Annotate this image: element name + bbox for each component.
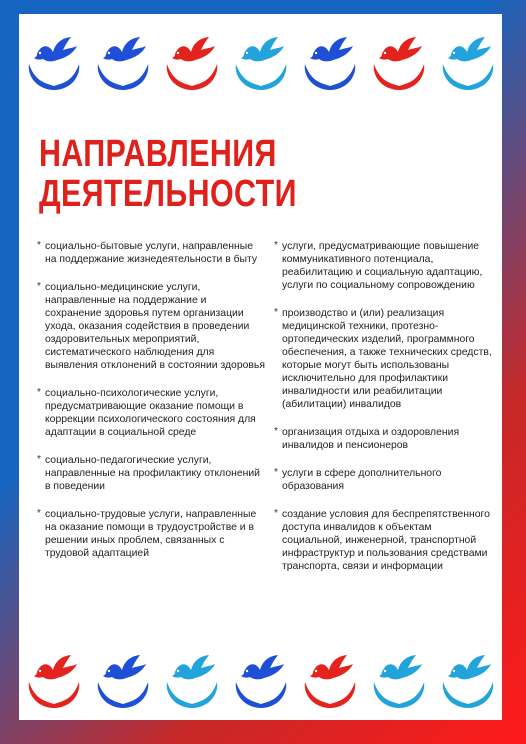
list-item — [37, 240, 265, 266]
bottom-emblem-row — [19, 648, 502, 714]
dove-over-hands-icon — [165, 652, 219, 710]
list-item — [37, 281, 265, 372]
dove-over-hands-icon — [165, 34, 219, 92]
bullet-mark: * — [274, 240, 278, 251]
list-item — [274, 467, 492, 493]
bullet-mark: * — [37, 454, 41, 465]
list-item-text: услуги, предусматривающие повышение коммуникативного потенциала, реабилитацию и социальную адаптацию, услуги по социальному сопровождению — [282, 241, 483, 291]
bullet-mark: * — [274, 508, 278, 519]
list-item-text: услуги в сфере дополнительного образования — [282, 468, 442, 492]
list-item — [274, 307, 492, 411]
dove-over-hands-icon — [441, 34, 495, 92]
list-item — [37, 508, 265, 560]
bullet-mark: * — [37, 387, 41, 398]
bullet-mark: * — [274, 307, 278, 318]
dove-over-hands-icon — [96, 652, 150, 710]
list-item-text: организация отдыха и оздоровления инвалидов и пенсионеров — [282, 427, 460, 451]
bullet-mark: * — [37, 281, 41, 292]
list-item — [274, 240, 492, 292]
dove-over-hands-icon — [303, 652, 357, 710]
list-item-text: социально-трудовые услуги, направленные на оказание помощи в трудоустройстве и в решении иных проблем, связанных с трудовой адаптацией — [45, 509, 257, 559]
content-panel — [19, 14, 502, 720]
services-list-left — [37, 240, 265, 575]
bullet-mark: * — [37, 508, 41, 519]
list-item — [37, 387, 265, 439]
bullet-mark: * — [274, 467, 278, 478]
page-title — [39, 134, 391, 214]
list-item-text: социально-медицинские услуги, направленные на поддержание и сохранение здоровья путем организации ухода, оказания содействия в проведении оздоровительных мероприятий, систематического наблюдения для выявления отклонений в состоянии здоровья — [45, 282, 265, 371]
dove-over-hands-icon — [441, 652, 495, 710]
dove-over-hands-icon — [372, 34, 426, 92]
title-line-2: ДЕЯТЕЛЬНОСТИ — [39, 173, 297, 215]
list-item-text: социально-бытовые услуги, направленные на поддержание жизнедеятельности в быту — [45, 241, 258, 265]
dove-over-hands-icon — [27, 652, 81, 710]
list-item-text: производство и (или) реализация медицинской техники, протезно-ортопедических изделий, программного обеспечения, а также технических средств, которые могут быть использованы исключительно для профилактики инвалидности или реабилитации (абилитации) инвалидов — [282, 308, 492, 410]
dove-over-hands-icon — [27, 34, 81, 92]
dove-over-hands-icon — [303, 34, 357, 92]
top-emblem-row — [19, 30, 502, 96]
dove-over-hands-icon — [234, 34, 288, 92]
list-item — [37, 454, 265, 493]
bullet-mark: * — [274, 426, 278, 437]
title-line-1: НАПРАВЛЕНИЯ — [39, 133, 277, 175]
list-item — [274, 426, 492, 452]
list-item-text: социально-психологические услуги, предусматривающие оказание помощи в коррекции психологического состояния для адаптации в социальной среде — [45, 388, 256, 438]
list-item-text: создание условия для беспрепятственного доступа инвалидов к объектам социальной, инженерной, транспортной инфраструктур и пользования средствами транспорта, связи и информации — [282, 509, 490, 572]
bullet-mark: * — [37, 240, 41, 251]
list-item-text: социально-педагогические услуги, направленные на профилактику отклонений в поведении — [45, 455, 260, 492]
list-item — [274, 508, 492, 573]
dove-over-hands-icon — [96, 34, 150, 92]
dove-over-hands-icon — [234, 652, 288, 710]
dove-over-hands-icon — [372, 652, 426, 710]
services-list-right — [274, 240, 492, 588]
